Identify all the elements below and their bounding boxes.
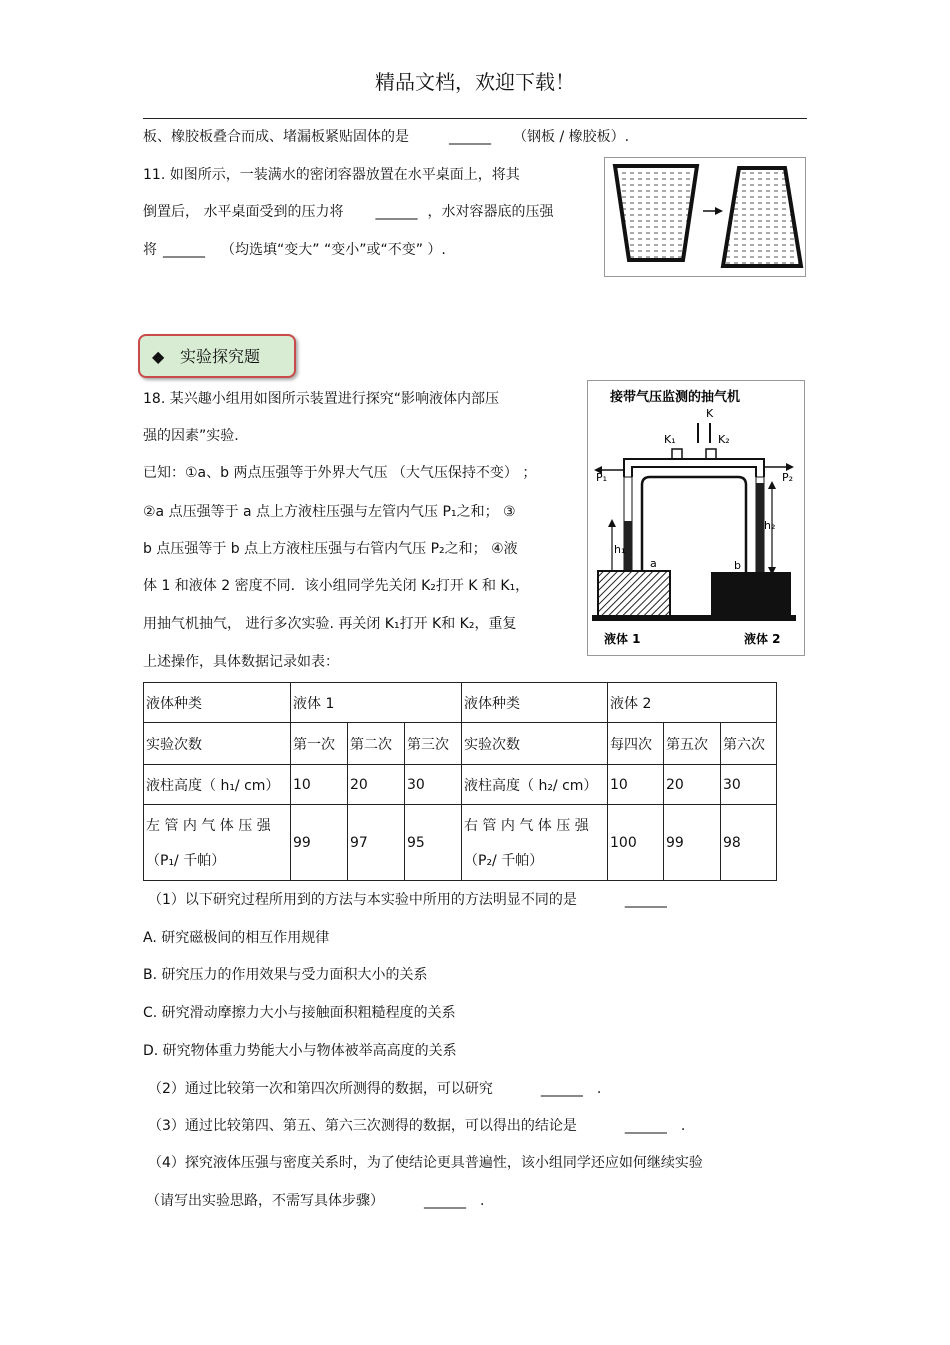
right-pressure-label: 右 管 内 气 体 压 强 [464, 817, 589, 834]
q11-line2 [143, 202, 553, 222]
sub2-blank[interactable]: ______ [540, 1081, 583, 1097]
q18-line: 体 1 和液体 2 密度不同．该小组同学先关闭 K₂打开 K 和 K₁， [143, 578, 530, 594]
sub-question-4-line2 [146, 1191, 484, 1211]
q18-line: 已知：①a、b 两点压强等于外界大气压 （大气压保持不变） ； [143, 465, 537, 481]
q11-text-d: （均选填“变大” “变小”或“不变” ）. [221, 242, 446, 258]
option-a: A. 研究磁极间的相互作用规律 [143, 930, 330, 946]
table-cell: 实验次数 [462, 723, 608, 765]
h2-label: h₂ [764, 519, 776, 532]
table-cell: 液柱高度（ h₁/ cm） [144, 765, 291, 805]
q10-line [143, 127, 629, 147]
sub-question-3 [148, 1116, 685, 1136]
table-cell: 液体 2 [608, 683, 777, 723]
table-cell: 第六次 [721, 723, 777, 765]
sub1-text: （1）以下研究过程所用到的方法与本实验中所用的方法明显不同的是 [148, 892, 577, 908]
table-row [144, 683, 777, 723]
sub2-end: . [596, 1081, 602, 1097]
p1-label: P₁ [596, 471, 608, 484]
table-cell [462, 805, 608, 881]
option-d: D. 研究物体重力势能大小与物体被举高高度的关系 [143, 1043, 457, 1059]
point-a-label: a [650, 557, 657, 570]
table-row [144, 765, 777, 805]
q11-text-b: ，水对容器底的压强 [427, 204, 554, 220]
data-table [143, 682, 777, 881]
page-title: 精品文档，欢迎下载！ [375, 70, 575, 94]
table-cell: 10 [291, 765, 348, 805]
liquid1-label: 液体 1 [604, 632, 641, 646]
sub3-end: . [680, 1118, 686, 1134]
right-pressure-unit: （P₂/ 千帕） [464, 852, 544, 869]
header-rule [143, 118, 807, 119]
table-cell: 第二次 [348, 723, 405, 765]
q18-line: 用抽气机抽气， 进行多次实验. 再关闭 K₁打开 K和 K₂，重复 [143, 616, 517, 632]
sub3-text: （3）通过比较第四、第五、第六三次测得的数据，可以得出的结论是 [148, 1118, 577, 1134]
table-cell: 第三次 [405, 723, 462, 765]
apparatus-figure [587, 380, 805, 656]
table-cell: 10 [608, 765, 664, 805]
k-label: K [706, 407, 714, 420]
table-cell: 30 [405, 765, 462, 805]
option-b: B. 研究压力的作用效果与受力面积大小的关系 [143, 967, 428, 983]
container-upright [615, 166, 697, 260]
q18-line: 18. 某兴趣小组用如图所示装置进行探究“影响液体内部压 [143, 391, 499, 407]
container-inverted [723, 168, 801, 266]
table-cell: 实验次数 [144, 723, 291, 765]
sub-question-2 [148, 1079, 601, 1099]
sub4-blank[interactable]: ______ [424, 1193, 466, 1209]
sub2-text: （2）通过比较第一次和第四次所测得的数据，可以研究 [148, 1081, 493, 1097]
table-cell: 97 [348, 805, 405, 881]
q18-line: 上述操作，具体数据记录如表： [143, 654, 339, 670]
table-cell: 第一次 [291, 723, 348, 765]
table-cell: 20 [664, 765, 721, 805]
diamond-icon: ◆ [152, 347, 165, 366]
q10-text: 板、橡胶板叠合而成、堵漏板紧贴固体的是 [143, 129, 409, 145]
table-cell: 99 [664, 805, 721, 881]
sub-question-4: （4）探究液体压强与密度关系时，为了使结论更具普遍性，该小组同学还应如何继续实验 [148, 1155, 703, 1171]
figure-title: 接带气压监测的抽气机 [610, 390, 741, 405]
q11-blank1[interactable]: ______ [375, 204, 418, 220]
sub3-blank[interactable]: ______ [624, 1118, 667, 1134]
left-pressure-label: 左 管 内 气 体 压 强 [146, 817, 271, 834]
table-cell [144, 805, 291, 881]
q11-text-a: 倒置后， 水平桌面受到的压力将 [143, 204, 344, 220]
table-cell: 20 [348, 765, 405, 805]
sub-question-1 [148, 890, 667, 910]
table-cell: 98 [721, 805, 777, 881]
section-label: 实验探究题 [180, 347, 261, 366]
table-cell: 每四次 [608, 723, 664, 765]
k1-label: K₁ [664, 433, 676, 446]
table-cell: 第五次 [664, 723, 721, 765]
liquid2-label: 液体 2 [744, 632, 781, 646]
q11-line1: 11. 如图所示，一装满水的密闭容器放置在水平桌面上，将其 [143, 167, 520, 183]
table-cell: 液体 1 [291, 683, 462, 723]
q10-choices: （钢板 / 橡胶板）. [513, 129, 630, 145]
q18-line: 强的因素”实验. [143, 428, 239, 444]
k2-label: K₂ [718, 433, 730, 446]
table-cell: 99 [291, 805, 348, 881]
table-cell: 95 [405, 805, 462, 881]
option-c: C. 研究滑动摩擦力大小与接触面积粗糙程度的关系 [143, 1005, 456, 1021]
p2-label: P₂ [782, 471, 794, 484]
q18-line: b 点压强等于 b 点上方液柱压强与右管内气压 P₂之和； ④液 [143, 541, 518, 557]
h1-label: h₁ [614, 543, 626, 556]
sub1-blank[interactable]: ______ [624, 892, 667, 908]
point-b-label: b [734, 559, 741, 572]
valve-k2 [706, 449, 716, 459]
table-cell: 液体种类 [462, 683, 608, 723]
sub4-text: （请写出实验思路，不需写具体步骤） [146, 1193, 384, 1209]
table-cell: 液体种类 [144, 683, 291, 723]
table-cell: 100 [608, 805, 664, 881]
table-row [144, 723, 777, 765]
table-cell: 液柱高度（ h₂/ cm） [462, 765, 608, 805]
q18-line: ②a 点压强等于 a 点上方液柱压强与左管内气压 P₁之和； ③ [143, 504, 516, 520]
table-row [144, 805, 777, 881]
section-badge [138, 334, 296, 378]
valve-k1 [672, 449, 682, 459]
container-inversion-figure [604, 157, 806, 277]
table-cell: 30 [721, 765, 777, 805]
q11-text-c: 将 [143, 242, 157, 258]
q10-blank[interactable]: ______ [449, 129, 491, 145]
left-pressure-unit: （P₁/ 千帕） [146, 852, 226, 869]
q11-blank2[interactable]: ______ [163, 242, 205, 258]
sub4-end: . [480, 1193, 485, 1209]
q11-line3 [143, 240, 446, 260]
